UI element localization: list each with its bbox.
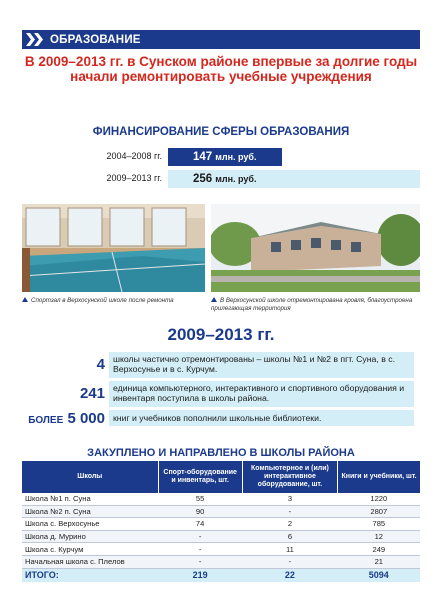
table-cell: - xyxy=(242,505,337,518)
gym-photo xyxy=(22,204,205,292)
table-cell: 6 xyxy=(242,530,337,543)
table-cell: 74 xyxy=(158,518,242,531)
table-row xyxy=(22,530,420,543)
total-cell: 219 xyxy=(158,568,242,582)
table-cell: - xyxy=(158,543,242,556)
result-text: книг и учебников пополнили школьные библиотеки. xyxy=(109,410,414,426)
table-cell: Школа с. Курчум xyxy=(22,543,158,556)
results-title: 2009–2013 гг. xyxy=(167,325,275,344)
column-header: Книги и учебники, шт. xyxy=(338,461,420,493)
financing-bar xyxy=(168,148,282,166)
total-cell: ИТОГО: xyxy=(22,568,158,582)
table-cell: 785 xyxy=(338,518,420,531)
table-cell: 2807 xyxy=(338,505,420,518)
table-cell: 11 xyxy=(242,543,337,556)
result-item xyxy=(22,381,420,407)
column-header: Компьютерное и (или) интерактивное оборудование, шт. xyxy=(242,461,337,493)
school-photo xyxy=(211,204,420,292)
table-row xyxy=(22,518,420,531)
financing-row xyxy=(22,148,420,166)
result-number: 241 xyxy=(79,385,105,402)
purchases-table xyxy=(22,461,420,582)
result-item xyxy=(22,352,420,378)
table-row xyxy=(22,493,420,505)
caption-text: В Верхосунской школе отремонтирована кровля, благоустроена прилегающая территория xyxy=(211,297,413,312)
result-number: БОЛЕЕ 5 000 xyxy=(28,410,105,427)
financing-title: ФИНАНСИРОВАНИЕ СФЕРЫ ОБРАЗОВАНИЯ xyxy=(92,126,350,138)
table-cell: Школа д. Мурино xyxy=(22,530,158,543)
caption-pointer-icon xyxy=(211,297,217,302)
chevron-right-icon xyxy=(26,33,42,46)
caption-text: Спортзал в Верхосунской школе после ремонта xyxy=(31,297,174,304)
section-title: ОБРАЗОВАНИЕ xyxy=(50,33,141,46)
financing-value: 256 xyxy=(193,173,213,185)
financing-value: 147 xyxy=(193,151,213,163)
table-row xyxy=(22,505,420,518)
table-cell: Школа №1 п. Суна xyxy=(22,493,158,505)
table-cell: 55 xyxy=(158,493,242,505)
financing-bar xyxy=(168,170,420,188)
table-cell: 2 xyxy=(242,518,337,531)
financing-row xyxy=(22,170,420,188)
financing-unit: млн. руб. xyxy=(215,152,257,162)
table-cell: Начальная школа с. Плелов xyxy=(22,555,158,568)
result-text: школы частично отремонтированы – школы №1 и №2 в пгт. Суна, в с. Верхосунье и в с. Курчум. xyxy=(109,352,414,378)
table-cell: 3 xyxy=(242,493,337,505)
photo-caption xyxy=(211,297,420,313)
table-cell: 90 xyxy=(158,505,242,518)
financing-unit: млн. руб. xyxy=(215,174,257,184)
result-text: единица компьютерного, интерактивного и спортивного оборудования и инвентаря поступила в школы района. xyxy=(109,381,414,407)
total-cell: 5094 xyxy=(338,568,420,582)
table-cell: 21 xyxy=(338,555,420,568)
caption-pointer-icon xyxy=(22,297,28,302)
table-cell: - xyxy=(158,555,242,568)
table-cell: Школа с. Верхосунье xyxy=(22,518,158,531)
table-cell: 1220 xyxy=(338,493,420,505)
table-total-row xyxy=(22,568,420,582)
result-item xyxy=(22,410,420,426)
purchases-title: ЗАКУПЛЕНО И НАПРАВЛЕНО В ШКОЛЫ РАЙОНА xyxy=(87,447,355,459)
financing-period: 2009–2013 гг. xyxy=(106,173,162,183)
section-header xyxy=(22,30,420,49)
table-cell: 249 xyxy=(338,543,420,556)
table-cell: Школа №2 п. Суна xyxy=(22,505,158,518)
column-header: Школы xyxy=(22,461,158,493)
table-cell: - xyxy=(242,555,337,568)
column-header: Спорт-оборудование и инвентарь, шт. xyxy=(158,461,242,493)
table-cell: - xyxy=(158,530,242,543)
lead-headline: В 2009–2013 гг. в Сунском районе впервые за долгие годы начали ремонтировать учебные учреждения xyxy=(24,54,418,84)
result-number: 4 xyxy=(96,356,105,373)
table-cell: 12 xyxy=(338,530,420,543)
table-row xyxy=(22,555,420,568)
financing-period: 2004–2008 гг. xyxy=(106,151,162,161)
photo-caption xyxy=(22,297,207,305)
table-row xyxy=(22,543,420,556)
total-cell: 22 xyxy=(242,568,337,582)
